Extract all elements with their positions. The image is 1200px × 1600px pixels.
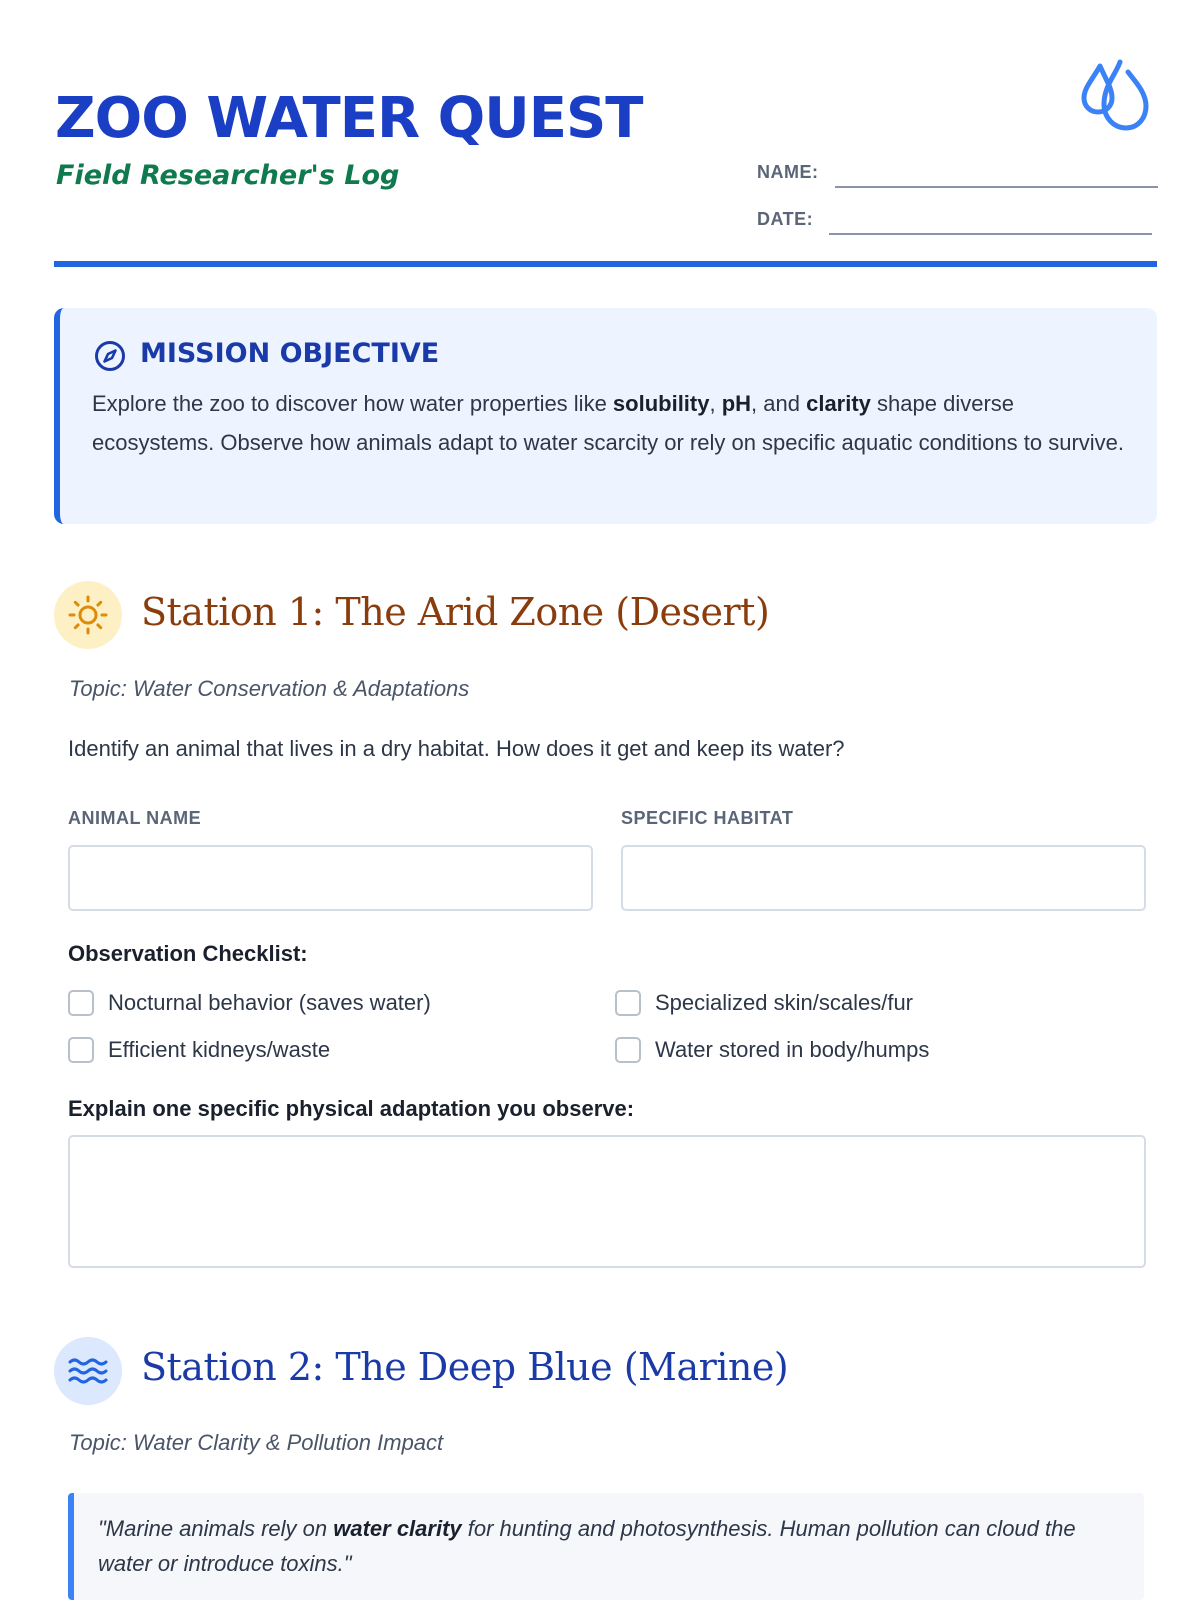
page-subtitle: Field Researcher's Log	[56, 160, 400, 191]
checklist-item-label: Water stored in body/humps	[655, 1037, 930, 1062]
station2-topic: Topic: Water Clarity & Pollution Impact	[69, 1430, 444, 1455]
animal-name-label: ANIMAL NAME	[68, 808, 202, 828]
date-field[interactable]	[829, 233, 1152, 235]
mission-title: MISSION OBJECTIVE	[140, 338, 440, 369]
animal-name-input[interactable]	[68, 845, 593, 911]
station1-prompt: Identify an animal that lives in a dry habitat. How does it get and keep its water?	[68, 736, 845, 761]
specific-habitat-input[interactable]	[621, 845, 1146, 911]
checkbox[interactable]	[68, 990, 94, 1016]
explain-adaptation-label: Explain one specific physical adaptation you observe:	[68, 1096, 635, 1121]
mission-text: Explore the zoo to discover how water properties like solubility, pH, and clarity shape diverse ecosystems. Observe how animals adapt to water scarcity or rely on specific aquatic conditions to survive.	[92, 391, 1125, 455]
mission-objective-box	[54, 308, 1157, 524]
date-label: DATE:	[757, 209, 814, 229]
water-drops-icon	[1078, 58, 1150, 134]
sun-icon	[54, 581, 122, 649]
checkbox[interactable]	[615, 990, 641, 1016]
marine-quote-box	[68, 1493, 1144, 1600]
compass-icon	[94, 340, 126, 372]
checklist-item[interactable]	[615, 988, 913, 1018]
station1-title: Station 1: The Arid Zone (Desert)	[141, 590, 770, 634]
checklist-item-label: Efficient kidneys/waste	[108, 1037, 331, 1062]
station2-badge	[54, 1337, 122, 1405]
waves-icon	[54, 1337, 122, 1405]
checkbox[interactable]	[68, 1037, 94, 1063]
station1-badge	[54, 581, 122, 649]
checklist-item[interactable]	[68, 1035, 330, 1065]
checklist-title: Observation Checklist:	[68, 941, 308, 966]
station2-title: Station 2: The Deep Blue (Marine)	[141, 1345, 789, 1389]
checklist-item[interactable]	[68, 988, 431, 1018]
explain-adaptation-textarea[interactable]	[68, 1135, 1146, 1268]
header-divider	[54, 261, 1157, 267]
page-title: ZOO WATER QUEST	[55, 86, 643, 151]
name-label: NAME:	[757, 162, 819, 182]
checklist-item-label: Nocturnal behavior (saves water)	[108, 990, 431, 1015]
name-field[interactable]	[835, 186, 1158, 188]
station1-topic: Topic: Water Conservation & Adaptations	[69, 676, 470, 701]
marine-quote-text: "Marine animals rely on water clarity for hunting and photosynthesis. Human pollution can cloud the water or introduce toxins."	[98, 1516, 1076, 1576]
specific-habitat-label: SPECIFIC HABITAT	[621, 808, 794, 828]
checklist-item-label: Specialized skin/scales/fur	[655, 990, 914, 1015]
checkbox[interactable]	[615, 1037, 641, 1063]
checklist-item[interactable]	[615, 1035, 929, 1065]
